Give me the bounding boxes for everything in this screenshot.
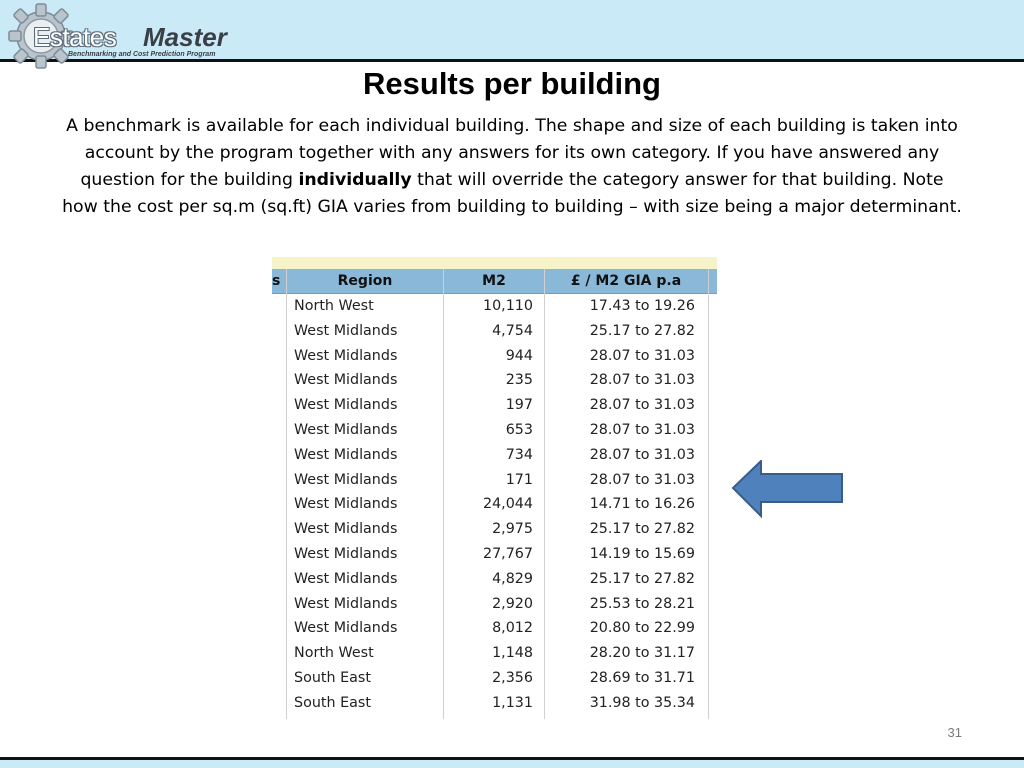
table-header-row [272, 269, 717, 294]
region-cell: North West [294, 645, 374, 662]
table-row [272, 616, 717, 641]
table-row [272, 691, 717, 716]
cost-cell: 28.69 to 31.71 [589, 669, 695, 686]
region-cell: North West [294, 298, 374, 314]
m2-cell: 197 [505, 397, 533, 414]
table-row [272, 492, 717, 517]
table-row [272, 368, 717, 393]
cost-cell: 31.98 to 35.34 [589, 694, 695, 711]
cost-cell: 14.71 to 16.26 [589, 496, 695, 513]
region-cell: West Midlands [294, 545, 398, 562]
slide-body [60, 113, 964, 221]
region-cell: South East [294, 669, 371, 686]
table-row [272, 418, 717, 443]
cost-cell: 17.43 to 19.26 [589, 298, 695, 314]
region-cell: West Midlands [294, 421, 398, 438]
table-row [272, 542, 717, 567]
cost-cell: 28.07 to 31.03 [589, 372, 695, 389]
region-cell: West Midlands [294, 397, 398, 414]
table-top-strip [272, 257, 717, 269]
cost-cell: 25.17 to 27.82 [589, 570, 695, 587]
m2-cell: 8,012 [492, 620, 533, 637]
table-row [272, 641, 717, 666]
footer-band [0, 760, 1024, 768]
page-number: 31 [947, 725, 962, 740]
table-row [272, 294, 717, 319]
m2-cell: 27,767 [482, 545, 533, 562]
m2-cell: 1,148 [492, 645, 533, 662]
table-row [272, 517, 717, 542]
table-row [272, 319, 717, 344]
cost-cell: 28.20 to 31.17 [589, 645, 695, 662]
table-row [272, 443, 717, 468]
table-row [272, 567, 717, 592]
m2-cell: 2,975 [492, 521, 533, 538]
region-cell: West Midlands [294, 347, 398, 364]
region-cell: West Midlands [294, 521, 398, 538]
column-header-cost: £ / M2 GIA p.a [570, 273, 682, 289]
region-cell: West Midlands [294, 620, 398, 637]
m2-cell: 171 [505, 471, 533, 488]
cost-cell: 28.07 to 31.03 [589, 471, 695, 488]
region-cell: West Midlands [294, 595, 398, 612]
m2-cell: 2,920 [492, 595, 533, 612]
region-cell: West Midlands [294, 570, 398, 587]
column-header-region: Region [337, 273, 393, 289]
cost-cell: 25.17 to 27.82 [589, 322, 695, 339]
m2-cell: 1,131 [492, 694, 533, 711]
table-body [272, 294, 717, 716]
cost-cell: 28.07 to 31.03 [589, 421, 695, 438]
cost-cell: 25.17 to 27.82 [589, 521, 695, 538]
m2-cell: 10,110 [482, 298, 533, 314]
m2-cell: 2,356 [492, 669, 533, 686]
m2-cell: 944 [505, 347, 533, 364]
slide-title: Results per building [363, 66, 661, 101]
m2-cell: 4,829 [492, 570, 533, 587]
m2-cell: 734 [505, 446, 533, 463]
table-row [272, 666, 717, 691]
logo-tagline: Benchmarking and Cost Prediction Program [68, 51, 216, 58]
cost-cell: 20.80 to 22.99 [589, 620, 695, 637]
region-cell: West Midlands [294, 322, 398, 339]
table-row [272, 344, 717, 369]
cost-cell: 25.53 to 28.21 [589, 595, 695, 612]
region-cell: West Midlands [294, 372, 398, 389]
cost-cell: 28.07 to 31.03 [589, 446, 695, 463]
m2-cell: 653 [505, 421, 533, 438]
region-cell: West Midlands [294, 496, 398, 513]
column-header-m2: M2 [482, 273, 506, 289]
results-table-screenshot [272, 257, 717, 719]
body-text-part-2: that will override the category answer for that building. Note how the cost per sq.m (sq.ft) GIA varies from building to building – with size being a major determinant. [62, 170, 962, 217]
region-cell: West Midlands [294, 471, 398, 488]
table-row [272, 393, 717, 418]
estatesmaster-logo [8, 2, 258, 70]
table-row [272, 468, 717, 493]
body-text-part-1: A benchmark is available for each individual building. The shape and size of each building is taken into account by the program together with any answers for its own category. If you have answered any question for the building [66, 116, 958, 190]
cost-cell: 28.07 to 31.03 [589, 397, 695, 414]
column-header-partial: s [272, 273, 281, 289]
m2-cell: 235 [505, 372, 533, 389]
m2-cell: 4,754 [492, 322, 533, 339]
body-text-emphasis: individually [298, 170, 412, 190]
logo-estates-text: Estates [33, 22, 117, 52]
region-cell: South East [294, 694, 371, 711]
table-row [272, 592, 717, 617]
cost-cell: 14.19 to 15.69 [589, 545, 695, 562]
cost-cell: 28.07 to 31.03 [589, 347, 695, 364]
region-cell: West Midlands [294, 446, 398, 463]
m2-cell: 24,044 [482, 496, 533, 513]
left-arrow-icon [731, 460, 845, 518]
logo-master-text: Master [143, 22, 227, 52]
